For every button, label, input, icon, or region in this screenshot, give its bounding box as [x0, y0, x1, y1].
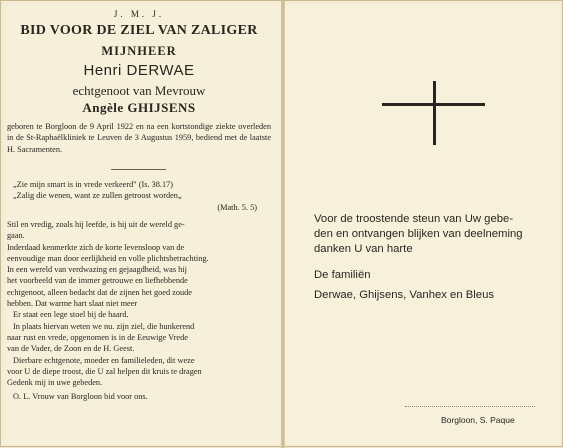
eulogy-line: hebben. Dat warme hart slaat niet meer — [7, 299, 138, 309]
biography — [7, 121, 271, 155]
divider-line — [111, 169, 166, 170]
quote-line: „Zalig die wenen, want ze zullen getroost worden„ — [13, 191, 182, 201]
eulogy-line: Dierbare echtgenote, moeder en familieleden, dit weze — [13, 355, 195, 365]
title-mijnheer: MIJNHEER — [101, 44, 177, 58]
jmj-heading: J. M. J. — [113, 9, 165, 19]
thanks-line: den en ontvangen blijken van deelneming — [314, 228, 523, 240]
prayer-heading: BID VOOR DE ZIEL VAN ZALIGER — [20, 23, 258, 38]
eulogy-line: van de Vader, de Zoon en de H. Geest. — [7, 344, 135, 354]
dotted-line — [405, 406, 535, 407]
eulogy-line: In plaats hiervan weten we nu. zijn ziel, die hunkerend — [13, 321, 195, 331]
eulogy-line: Stil en vredig, zoals hij leefde, is hij uit de wereld ge- — [7, 220, 185, 229]
spouse-name: Angèle GHIJSENS — [82, 100, 196, 115]
eulogy-line: In een wereld van verdwazing en gejaagdheid, was hij — [7, 265, 187, 275]
families-label: De familiën — [314, 269, 371, 281]
eulogy-line: Er staat een lege stoel bij de haard. — [13, 310, 129, 320]
bio-line: geboren te Borgloon de 9 April 1922 en na een kortstondige ziekte overleden in de St-Raphaëlkliniek te Leuven — [7, 122, 271, 143]
eulogy-line: naar rust en vrede, opgenomen is in de Eeuwige Vrede — [7, 332, 188, 342]
deceased-name: Henri DERWAE — [83, 62, 195, 79]
eulogy-line: eenvoudige man door eerlijkheid en volle plichtsbetrachting. — [7, 253, 209, 263]
eulogy-text — [7, 219, 271, 403]
spouse-intro: echtgenoot van Mevrouw — [72, 83, 206, 98]
eulogy-line: echtgenoot, alleen bedacht dat de zijnen het goed zoude — [7, 287, 192, 297]
eulogy-line: Gedenk mij in uwe gebeden. — [7, 378, 103, 388]
quote-line: „Zie mijn smart is in vrede verkeerd" (Is. 38.17) — [13, 180, 174, 189]
scripture-quotes — [7, 179, 271, 213]
bio-line: de 3 Augustus 1959, bediend met de laatste H. Sacramenten. — [7, 133, 272, 154]
printer-credit: Borgloon, S. Paque — [441, 415, 515, 425]
quote-reference: (Math. 5. 5) — [217, 202, 257, 212]
thanks-line: danken U van harte — [314, 243, 413, 255]
closing-prayer: O. L. Vrouw van Borgloon bid voor ons. — [13, 392, 148, 402]
thanks-line: Voor de troostende steun van Uw gebe- — [314, 213, 514, 225]
eulogy-line: gaan. — [7, 231, 25, 241]
eulogy-line: voor U de diepe troost, die U zal helpen dit kruis te dragen — [7, 366, 202, 376]
eulogy-line: het voorbeeld van de immer getrouwe en liefhebbende — [7, 276, 188, 286]
families-names: Derwae, Ghijsens, Vanhex en Bleus — [314, 289, 495, 301]
cross-icon-vertical — [433, 81, 436, 145]
cross-icon-horizontal — [382, 103, 485, 106]
eulogy-line: Inderdaad kenmerkte zich de korte levensloop van de — [7, 242, 185, 252]
